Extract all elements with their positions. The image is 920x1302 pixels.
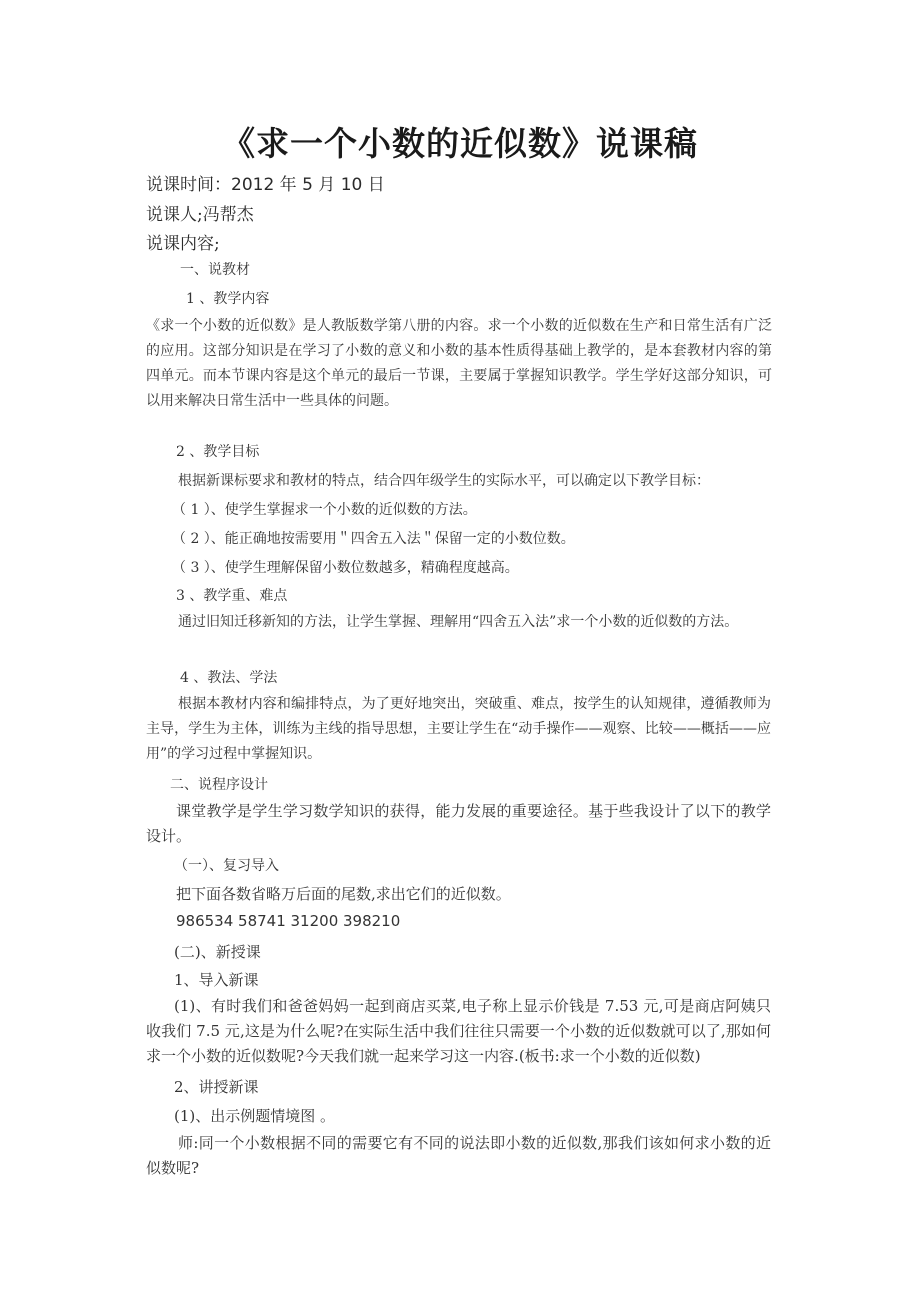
document-title: 《求一个小数的近似数》说课稿 bbox=[222, 124, 698, 163]
section-heading-1: 一、说教材 bbox=[180, 262, 250, 278]
paragraph-review-task: 把下面各数省略万后面的尾数,求出它们的近似数。 bbox=[176, 885, 511, 903]
goal-item-3: （ 3 ）、使学生理解保留小数位数越多，精确程度越高。 bbox=[172, 560, 519, 576]
paragraph-methods: 根据本教材内容和编排特点，为了更好地突出，突破重、难点，按学生的认知规律，遵循教师为主导，学生为主体，训练为主线的指导思想，主要让学生在“动手操作——观察、比较——概括——应用”的学习过程中掌握知识。 bbox=[146, 696, 771, 762]
lecturer: 说课人;冯帮杰 bbox=[146, 205, 254, 225]
paragraph-goals-intro: 根据新课标要求和教材的特点，结合四年级学生的实际水平，可以确定以下教学目标： bbox=[178, 473, 710, 489]
subheading-new-lesson: (二)、新授课 bbox=[174, 943, 261, 961]
goal-item-2: （ 2 ）、能正确地按需要用＂四舍五入法＂保留一定的小数位数。 bbox=[172, 531, 575, 547]
paragraph-design-intro: 课堂教学是学生学习数学知识的获得，能力发展的重要途径。基于些我设计了以下的教学设计。 bbox=[146, 802, 771, 845]
review-numbers: 986534 58741 31200 398210 bbox=[176, 912, 401, 930]
paragraph-teacher: 师:同一个小数根据不同的需要它有不同的说法即小数的近似数,那我们该如何求小数的近似数呢? bbox=[146, 1134, 771, 1177]
paragraph-teaching-content: 《求一个小数的近似数》是人教版数学第八册的内容。求一个小数的近似数在生产和日常生活有广泛的应用。这部分知识是在学习了小数的意义和小数的基本性质得基础上教学的，是本套教材内容的第四单元。而本节课内容是这个单元的最后一节课，主要属于掌握知识教学。学生学好这部分知识，可以用来解决日常生活中一些具体的问题。 bbox=[146, 318, 772, 409]
goal-item-1: （ 1 ）、使学生掌握求一个小数的近似数的方法。 bbox=[172, 502, 477, 518]
subheading-introduce: 1、导入新课 bbox=[174, 971, 259, 989]
subheading-review: （一）、复习导入 bbox=[174, 858, 279, 874]
content-label: 说课内容; bbox=[146, 234, 220, 254]
section-heading-2: 二、说程序设计 bbox=[170, 777, 268, 793]
subheading-key-points: 3 、教学重、难点 bbox=[176, 588, 288, 604]
lecture-time: 说课时间：2012 年 5 月 10 日 bbox=[146, 175, 385, 195]
subheading-teaching-goals: 2 、教学目标 bbox=[176, 444, 260, 460]
subheading-teaching-content: 1 、教学内容 bbox=[186, 291, 270, 307]
paragraph-example: (1)、出示例题情境图 。 bbox=[174, 1107, 336, 1125]
paragraph-key-points: 通过旧知迁移新知的方法，让学生掌握、理解用“四舍五入法”求一个小数的近似数的方法。 bbox=[178, 614, 739, 630]
subheading-teach: 2、讲授新课 bbox=[174, 1078, 259, 1096]
paragraph-introduce: (1)、有时我们和爸爸妈妈一起到商店买菜,电子称上显示价钱是 7.53 元,可是商店阿姨只收我们 7.5 元,这是为什么呢?在实际生活中我们往往只需要一个小数的近似数就可以了,那如何求一个小数的近似数呢?今天我们就一起来学习这一内容.(板书:求一个小数的近似数) bbox=[146, 997, 771, 1065]
subheading-methods: 4 、教法、学法 bbox=[180, 670, 278, 686]
